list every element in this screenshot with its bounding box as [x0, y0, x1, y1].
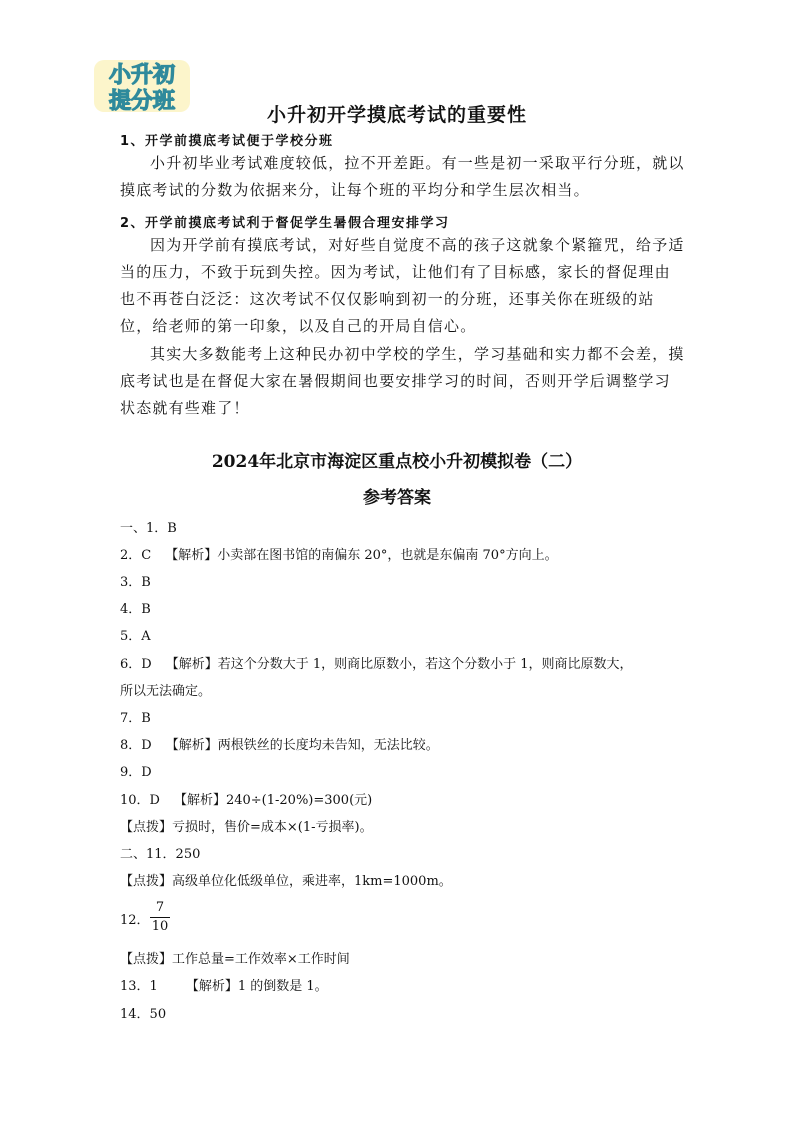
intro-paragraph-2: 因为开学前有摸底考试，对好些自觉度不高的孩子这就象个紧箍咒，给予适当的压力，不致于玩到失控。因为考试，让他们有了目标感，家长的督促理由也不再苍白泛泛：这次考试不仅仅影响到初一的分班，还事关你在班级的站位，给老师的第一印象，以及自己的开局自信心。	[120, 236, 685, 335]
answer-8-value: 8．D	[120, 738, 152, 753]
answer-5: 5．A	[120, 629, 151, 644]
answer-13-value: 13．1	[120, 979, 158, 994]
answer-6-note-continued: 所以无法确定。	[120, 684, 212, 699]
answer-9: 9．D	[120, 765, 152, 780]
answer-2	[120, 544, 558, 563]
answer-key-title: 参考答案	[363, 488, 431, 508]
logo-line1: 小升初	[108, 63, 176, 88]
answer-14: 14．50	[120, 1007, 167, 1022]
answer-10-value: 10．D	[120, 793, 160, 808]
intro-paragraph-3: 其实大多数能考上这种民办初中学校的学生，学习基础和实力都不会差，摸底考试也是在督促大家在暑假期间也要安排学习的时间，否则开学后调整学习状态就有些难了！	[120, 345, 685, 417]
exam-title: 2024年北京市海淀区重点校小升初模拟卷（二）	[211, 452, 583, 472]
intro-heading-2: 2、开学前摸底考试利于督促学生暑假合理安排学习	[120, 216, 450, 231]
answer-2-note: 【解析】小卖部在图书馆的南偏东 20°，也就是东偏南 70°方向上。	[165, 548, 558, 563]
logo-line2: 提分班	[108, 89, 176, 114]
answer-11: 二、11．250	[120, 847, 201, 862]
answer-11-tip: 【点拨】高级单位化低级单位，乘进率，1km=1000m。	[120, 874, 452, 889]
intro-paragraph-1: 小升初毕业考试难度较低，拉不开差距。有一些是初一采取平行分班，就以摸底考试的分数为依据来分，让每个班的平均分和学生层次相当。	[120, 154, 685, 199]
answer-10-note: 【解析】240÷(1-20%)=300(元)	[173, 793, 373, 808]
answer-8	[120, 734, 439, 753]
answer-12-fraction	[150, 900, 170, 935]
answer-10	[120, 789, 372, 808]
answer-2-value: 2．C	[120, 548, 152, 563]
answer-3: 3．B	[120, 575, 151, 590]
answer-6-note: 【解析】若这个分数大于 1，则商比原数小，若这个分数小于 1，则商比原数大，	[165, 657, 633, 672]
fraction-denominator: 10	[151, 919, 169, 934]
answer-6-value: 6．D	[120, 657, 152, 672]
answer-13	[120, 975, 328, 994]
fraction-bar	[150, 917, 170, 918]
answer-7: 7．B	[120, 711, 151, 726]
answer-1: 一、1．B	[120, 521, 177, 536]
answer-6	[120, 653, 633, 672]
answer-10-tip: 【点拨】亏损时，售价=成本×(1-亏损率)。	[120, 820, 373, 835]
intro-heading-1: 1、开学前摸底考试便于学校分班	[120, 134, 334, 149]
answer-12-tip: 【点拨】工作总量=工作效率×工作时间	[120, 952, 350, 967]
answer-8-note: 【解析】两根铁丝的长度均未告知，无法比较。	[165, 738, 439, 753]
answer-12: 12．	[120, 913, 150, 928]
answer-4: 4．B	[120, 602, 151, 617]
answer-13-note: 【解析】1 的倒数是 1。	[185, 979, 328, 994]
fraction-numerator: 7	[155, 900, 165, 915]
intro-title: 小升初开学摸底考试的重要性	[266, 104, 527, 126]
